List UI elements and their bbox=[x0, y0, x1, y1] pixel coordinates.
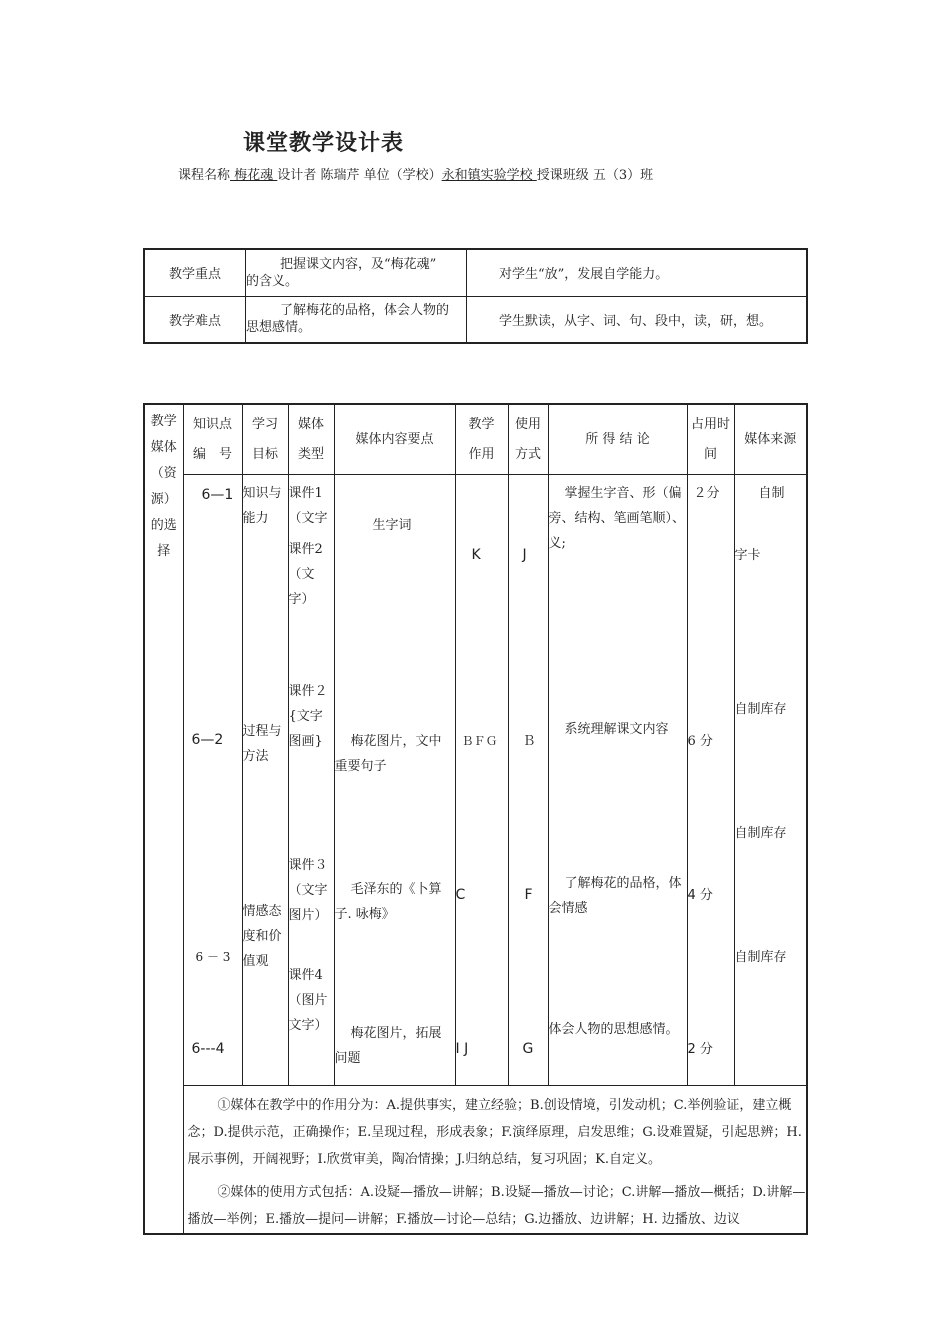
time-text: 2 分 bbox=[687, 1042, 713, 1057]
side-header-line: 媒体 bbox=[150, 440, 177, 455]
content-text: 毛泽东的《卜算子. 咏梅》 bbox=[334, 882, 442, 922]
source-text: 自制库存 bbox=[734, 826, 787, 841]
class-label: 授课班级 bbox=[536, 168, 589, 183]
usage-text: F bbox=[524, 887, 533, 903]
table-header-row bbox=[144, 404, 807, 475]
content-cell bbox=[334, 475, 455, 1086]
difficulty-content-line2: 思想感情。 bbox=[246, 320, 312, 336]
knowledge-id: 6—2 bbox=[191, 732, 224, 748]
header-knowledge-line1: 知识点 bbox=[192, 416, 232, 432]
key-point-method: 对学生“放”，发展自学能力。 bbox=[467, 249, 808, 296]
note-paragraph: ①媒体在教学中的作用分为：A.提供事实，建立经验；B.创设情境，引发动机；C.举例验证，建立概念；D.提供示范，正确操作；E.呈现过程，形成表象；F.演绎原理，启发思维；G.设难置疑，引起思辨；H.展示事例，开阔视野；I.欣赏审美，陶冶情操；J.归纳总结，复习巩固；K.自定义。 bbox=[187, 1098, 802, 1167]
header-time bbox=[687, 404, 734, 475]
header-usage-line2: 方式 bbox=[514, 446, 541, 462]
media-selection-table bbox=[143, 403, 808, 1235]
side-header-line: 择 bbox=[157, 544, 171, 559]
goal-cell bbox=[242, 475, 288, 1086]
usage-text: J bbox=[522, 547, 527, 563]
knowledge-id: 6—1 bbox=[201, 487, 234, 503]
difficulty-method: 学生默读，从字、词、句、段中，读，研，想。 bbox=[467, 296, 808, 343]
key-points-table bbox=[143, 248, 808, 344]
source-cell bbox=[734, 475, 807, 1086]
conclusion-text: 体会人物的思想感情。 bbox=[548, 1022, 679, 1037]
course-label: 课程名称 bbox=[178, 168, 231, 183]
role-text: ＢＦＧ bbox=[461, 734, 498, 748]
media-type-text: 课件1（文字 bbox=[288, 486, 328, 526]
knowledge-id: 6 － 3 bbox=[195, 950, 231, 964]
conclusion-text: 系统理解课文内容 bbox=[564, 722, 669, 737]
goal-text: 情感态度和价值观 bbox=[242, 904, 282, 969]
time-text: 6 分 bbox=[687, 734, 713, 749]
page-title: 课堂教学设计表 bbox=[243, 130, 405, 156]
notes-row bbox=[144, 1086, 807, 1235]
role-text: K bbox=[471, 547, 481, 563]
header-source: 媒体来源 bbox=[734, 404, 807, 475]
designer-value: 陈瑞芹 bbox=[320, 168, 360, 183]
header-conclusion: 所 得 结 论 bbox=[548, 404, 687, 475]
key-point-label: 教学重点 bbox=[144, 249, 246, 296]
header-knowledge bbox=[183, 404, 242, 475]
side-header-line: 源） bbox=[150, 492, 177, 507]
media-type-text: 课件３（文字图片） bbox=[288, 858, 328, 923]
table-row bbox=[144, 249, 807, 296]
header-content: 媒体内容要点 bbox=[334, 404, 455, 475]
content-text: 生字词 bbox=[372, 518, 412, 533]
key-point-content-line2: 的含义。 bbox=[246, 273, 299, 289]
side-header bbox=[144, 404, 183, 1234]
difficulty-content-line1: 了解梅花的品格，体会人物的 bbox=[280, 303, 450, 319]
source-text: 自制 bbox=[758, 486, 785, 501]
course-value: 梅花魂 bbox=[230, 168, 278, 183]
usage-text: G bbox=[522, 1041, 534, 1057]
header-time-line2: 间 bbox=[703, 446, 717, 462]
source-text: 自制库存 bbox=[734, 950, 787, 965]
knowledge-id-cell bbox=[183, 475, 242, 1086]
media-type-text: 课件2（文字） bbox=[288, 542, 323, 607]
class-value: 五（3）班 bbox=[592, 168, 654, 183]
notes-cell bbox=[183, 1086, 807, 1235]
role-text: C bbox=[455, 887, 466, 903]
header-goal-line2: 目标 bbox=[251, 446, 278, 462]
header-time-line1: 占用时 bbox=[690, 416, 730, 432]
knowledge-id: 6---4 bbox=[191, 1041, 225, 1057]
unit-label: 单位（学校） bbox=[363, 168, 442, 183]
table-body-row bbox=[144, 475, 807, 1086]
key-point-content bbox=[246, 249, 467, 296]
time-text: 4 分 bbox=[687, 888, 713, 903]
conclusion-cell bbox=[548, 475, 687, 1086]
side-header-line: 的选 bbox=[150, 518, 177, 533]
role-cell bbox=[455, 475, 508, 1086]
table-row bbox=[144, 296, 807, 343]
key-point-content-line1: 把握课文内容，及“梅花魂” bbox=[280, 256, 437, 272]
header-media-type bbox=[288, 404, 334, 475]
header-usage bbox=[508, 404, 548, 475]
content-text: 梅花图片，文中重要句子 bbox=[334, 734, 442, 774]
note-paragraph: ②媒体的使用方式包括：A.设疑—播放—讲解；B.设疑—播放—讨论；C.讲解—播放—概括；D.讲解—播放—举例；E.播放—提问—讲解；F.播放—讨论—总结；G.边播放、边讲解；H. 边播放、边议 bbox=[187, 1185, 806, 1227]
header-knowledge-line2: 编 号 bbox=[192, 446, 232, 462]
time-text: ２分 bbox=[693, 486, 720, 501]
header-role-line1: 教学 bbox=[468, 416, 495, 432]
header-media-type-line2: 类型 bbox=[297, 446, 324, 462]
side-header-line: （资 bbox=[150, 466, 177, 481]
source-text: 自制库存 bbox=[734, 702, 787, 717]
usage-text: Ｂ bbox=[522, 734, 536, 749]
header-usage-line1: 使用 bbox=[514, 416, 541, 432]
goal-text: 过程与方法 bbox=[242, 724, 282, 764]
designer-label: 设计者 bbox=[277, 168, 317, 183]
media-type-text: 课件２{文字图画} bbox=[288, 684, 328, 749]
difficulty-label: 教学难点 bbox=[144, 296, 246, 343]
difficulty-content bbox=[246, 296, 467, 343]
goal-text: 知识与能力 bbox=[242, 486, 282, 526]
content-text: 梅花图片，拓展问题 bbox=[334, 1026, 442, 1066]
side-header-line: 教学 bbox=[150, 414, 177, 429]
conclusion-text: 掌握生字音、形（偏旁、结构、笔画笔顺）、义; bbox=[548, 486, 686, 551]
course-info-line bbox=[178, 164, 653, 183]
usage-cell bbox=[508, 475, 548, 1086]
header-goal bbox=[242, 404, 288, 475]
conclusion-text: 了解梅花的品格，体会情感 bbox=[548, 876, 682, 916]
header-goal-line1: 学习 bbox=[251, 416, 278, 432]
unit-value: 永和镇实验学校 bbox=[441, 168, 537, 183]
header-media-type-line1: 媒体 bbox=[297, 416, 324, 432]
header-role-line2: 作用 bbox=[468, 446, 495, 462]
media-type-cell bbox=[288, 475, 334, 1086]
time-cell bbox=[687, 475, 734, 1086]
role-text: I J bbox=[455, 1041, 469, 1057]
source-text: 字卡 bbox=[734, 548, 761, 563]
header-role bbox=[455, 404, 508, 475]
media-type-text: 课件4（图片文字） bbox=[288, 968, 328, 1033]
